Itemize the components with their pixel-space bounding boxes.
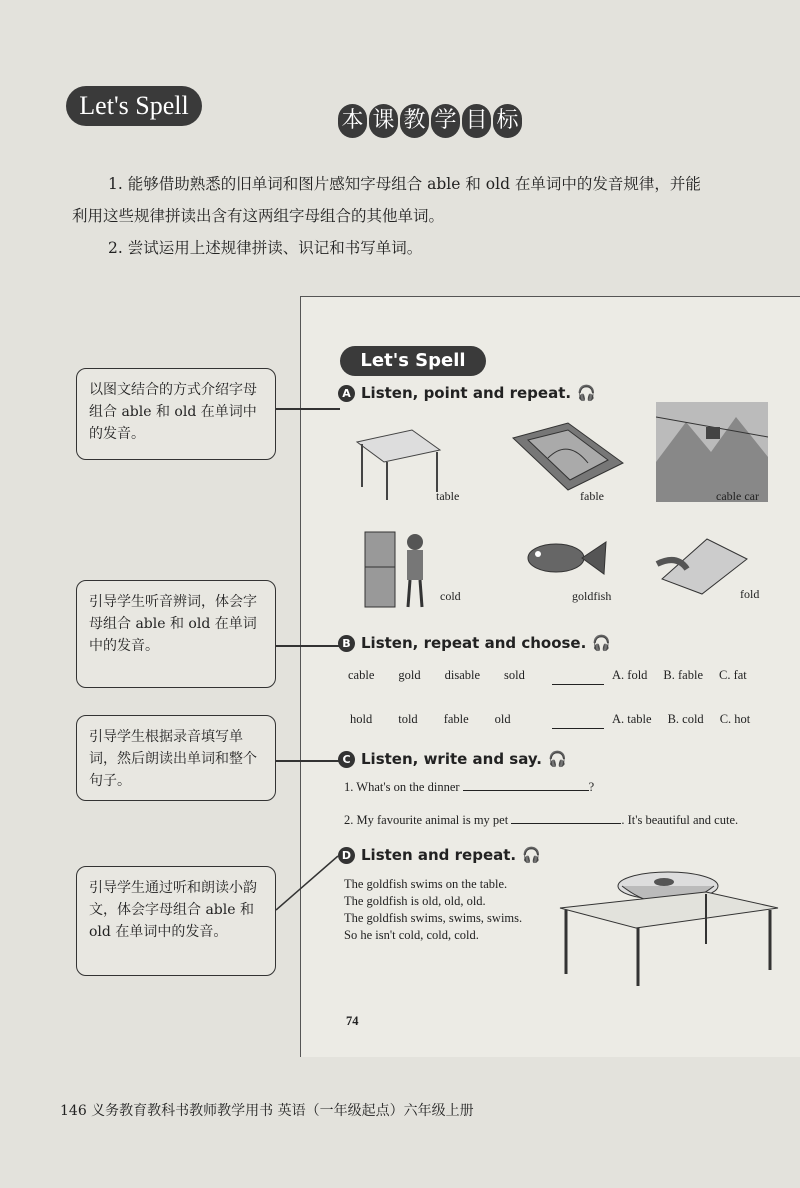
word-label: fold bbox=[740, 587, 760, 601]
book-title: Let's Spell bbox=[340, 346, 486, 376]
word: told bbox=[398, 712, 418, 726]
connector-line bbox=[276, 760, 340, 762]
lets-spell-badge: Let's Spell bbox=[66, 86, 202, 126]
option[interactable]: C. hot bbox=[719, 712, 751, 726]
footer-text: 146 义务教育教科书教师教学用书 英语（一年级起点）六年级上册 bbox=[60, 1103, 474, 1119]
rhyme-line: The goldfish is old, old, old. bbox=[344, 894, 486, 908]
note-2: 引导学生听音辨词，体会字母组合 able 和 old 在单词中的发音。 bbox=[76, 580, 276, 688]
option[interactable]: A. table bbox=[612, 712, 652, 726]
choice-row-2 bbox=[350, 712, 511, 727]
cold-fridge-picture bbox=[360, 522, 440, 612]
word: fable bbox=[443, 712, 469, 726]
page-number: 74 bbox=[346, 1014, 359, 1028]
sentence-end: ? bbox=[588, 780, 595, 794]
word: disable bbox=[444, 668, 481, 682]
rhyme-line: So he isn't cold, cold, cold. bbox=[344, 928, 479, 942]
fable-book-picture bbox=[508, 418, 626, 498]
option[interactable]: B. fable bbox=[663, 668, 703, 682]
section-letter: A bbox=[338, 385, 355, 402]
goal-char: 教 bbox=[400, 104, 429, 138]
word: hold bbox=[350, 712, 373, 726]
sentence-1 bbox=[344, 780, 594, 795]
word: old bbox=[494, 712, 511, 726]
note-1: 以图文结合的方式介绍字母组合 able 和 old 在单词中的发音。 bbox=[76, 368, 276, 460]
option[interactable]: A. fold bbox=[612, 668, 648, 682]
goal-char: 本 bbox=[338, 104, 367, 138]
answer-blank[interactable] bbox=[552, 684, 604, 685]
sentence-text: 1. What's on the dinner bbox=[344, 780, 460, 794]
connector-line bbox=[276, 408, 340, 410]
word-label: cable car bbox=[716, 489, 759, 503]
section-b-heading bbox=[338, 634, 611, 652]
goal-char: 课 bbox=[369, 104, 398, 138]
table-with-goldfish-bowl-picture bbox=[556, 864, 780, 988]
lesson-goal-badge bbox=[338, 104, 522, 138]
headphones-icon: 🎧 bbox=[522, 846, 541, 864]
answer-blank[interactable] bbox=[511, 823, 621, 824]
options-row-2 bbox=[612, 712, 750, 727]
sentence-text: 2. My favourite animal is my pet bbox=[344, 813, 509, 827]
word-label: fable bbox=[580, 489, 604, 503]
option[interactable]: B. cold bbox=[667, 712, 704, 726]
headphones-icon: 🎧 bbox=[592, 634, 611, 652]
fold-paper-picture bbox=[652, 534, 752, 598]
section-letter: D bbox=[338, 847, 355, 864]
section-a-heading bbox=[338, 384, 596, 402]
option[interactable]: C. fat bbox=[719, 668, 747, 682]
headphones-icon: 🎧 bbox=[547, 750, 567, 768]
goal-item-2: 2. 尝试运用上述规律拼读、识记和书写单词。 bbox=[108, 239, 423, 257]
word: cable bbox=[348, 668, 375, 682]
sentence-end: . It's beautiful and cute. bbox=[621, 813, 739, 827]
word-label: cold bbox=[440, 589, 461, 603]
section-title: Listen, repeat and choose. bbox=[361, 634, 587, 652]
section-title: Listen, write and say. bbox=[361, 750, 542, 768]
goal-item-1-cont: 利用这些规律拼读出含有这两组字母组合的其他单词。 bbox=[72, 207, 445, 225]
headphones-icon: 🎧 bbox=[577, 384, 596, 402]
goal-char: 学 bbox=[431, 104, 460, 138]
rhyme bbox=[344, 876, 522, 944]
section-title: Listen and repeat. bbox=[361, 846, 517, 864]
table-picture bbox=[352, 412, 442, 502]
section-letter: C bbox=[338, 751, 355, 768]
note-4: 引导学生通过听和朗读小韵文，体会字母组合 able 和 old 在单词中的发音。 bbox=[76, 866, 276, 976]
goal-item-1: 1. 能够借助熟悉的旧单词和图片感知字母组合 able 和 old 在单词中的发音规律，并能 bbox=[108, 175, 701, 193]
rhyme-line: The goldfish swims on the table. bbox=[344, 877, 508, 891]
connector-line bbox=[276, 854, 342, 914]
word: gold bbox=[398, 668, 421, 682]
answer-blank[interactable] bbox=[552, 728, 604, 729]
section-d-heading bbox=[338, 846, 541, 864]
cable-car-picture bbox=[656, 402, 768, 502]
section-title: Listen, point and repeat. bbox=[361, 384, 572, 402]
connector-line bbox=[276, 645, 340, 647]
goal-char: 目 bbox=[462, 104, 491, 138]
rhyme-line: The goldfish swims, swims, swims. bbox=[344, 911, 523, 925]
word-label: table bbox=[436, 489, 460, 503]
options-row-1 bbox=[612, 668, 747, 683]
goal-char: 标 bbox=[493, 104, 522, 138]
goldfish-picture bbox=[516, 530, 608, 586]
section-letter: B bbox=[338, 635, 355, 652]
sentence-2 bbox=[344, 813, 738, 828]
word: sold bbox=[504, 668, 525, 682]
note-3: 引导学生根据录音填写单词，然后朗读出单词和整个句子。 bbox=[76, 715, 276, 801]
answer-blank[interactable] bbox=[463, 790, 589, 791]
section-c-heading bbox=[338, 750, 567, 768]
word-label: goldfish bbox=[572, 589, 612, 603]
